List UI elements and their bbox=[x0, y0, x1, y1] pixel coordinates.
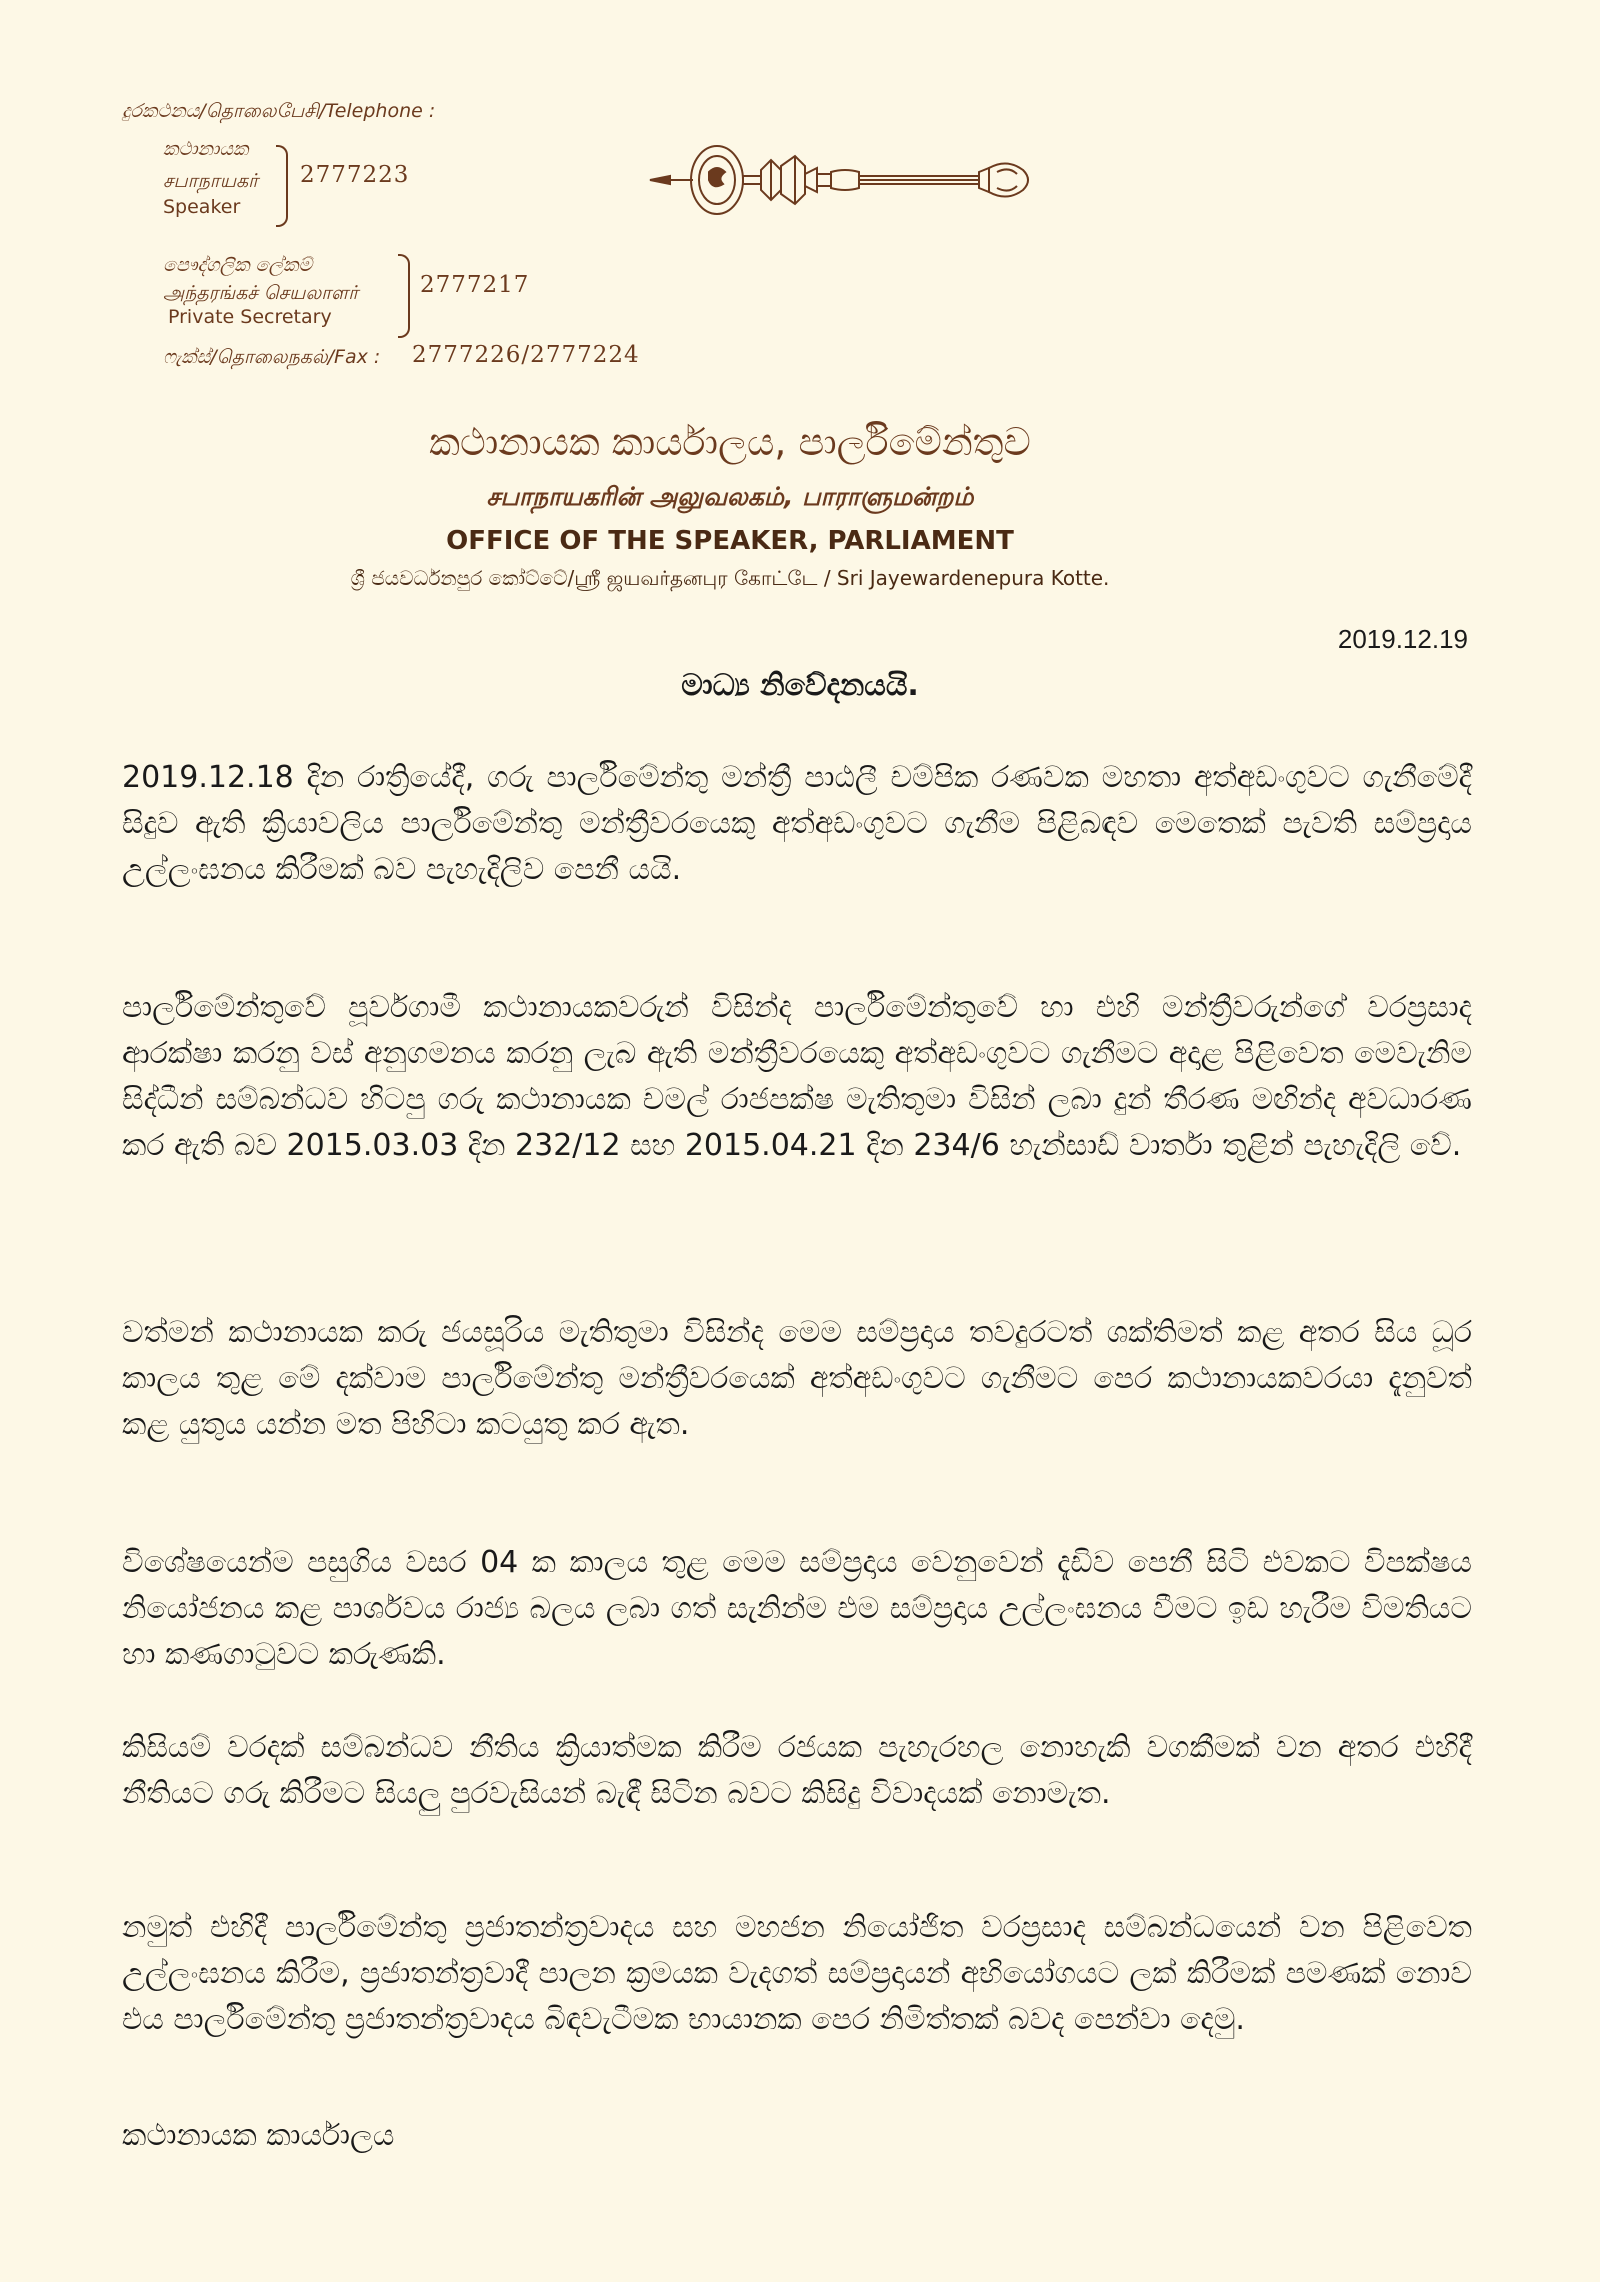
speaker-label-ta: சபாநாயகர் bbox=[163, 170, 259, 192]
private-secretary-label-si: පෞද්ගලික ලේකම් bbox=[163, 254, 313, 276]
office-title-english: OFFICE OF THE SPEAKER, PARLIAMENT bbox=[446, 526, 1014, 556]
signature: කථානායක කාර්යාලය bbox=[122, 2118, 395, 2153]
fax-label: ෆැක්ස්/தொலைநகல்/Fax : bbox=[163, 346, 381, 368]
paragraph-5: කිසියම් වරදක් සම්බන්ධව නීතිය ක්‍රියාත්මක කිරීම රජයක පැහැරහල නොහැකි වගකීමක් වන අතර එහිදී නීතියට ගරු කිරීමට සියලු පුරවැසියන් බැඳී සිටින බවට කිසිදු විවාදයක් නොමැත. bbox=[122, 1730, 1472, 1811]
fax-number: 2777226/2777224 bbox=[412, 342, 640, 368]
private-secretary-number: 2777217 bbox=[420, 272, 530, 298]
speaker-label-si: කථානායක bbox=[163, 138, 249, 160]
parliament-mace-icon bbox=[645, 130, 1045, 230]
speaker-brace bbox=[276, 145, 288, 227]
speaker-number: 2777223 bbox=[300, 162, 410, 188]
office-title-tamil: சபாநாயகரின் அலுவலகம், பாராளுமன்றம் bbox=[486, 482, 974, 511]
paragraph-4: විශේෂයෙන්ම පසුගිය වසර 04 ක කාලය තුළ මෙම සම්ප්‍රදාය වෙනුවෙන් දැඩිව පෙනී සිටි එවකට විපක්ෂය නියෝජනය කළ පාර්ශවය රාජ්‍ය බලය ලබා ගත් සැනින්ම එම සම්ප්‍රදාය උල්ලංඝනය වීමට ඉඩ හැරීම විමතියට හා කණගාටුවට කරුණකි. bbox=[122, 1545, 1472, 1672]
office-title-sinhala: කථානායක කාර්යාලය, පාර්ලිමේන්තුව bbox=[429, 420, 1031, 464]
paragraph-3: වත්මන් කථානායක කරු ජයසූරිය මැතිතුමා විසින්ද මෙම සම්ප්‍රදාය තවදුරටත් ශක්තිමත් කළ අතර සිය ධූර කාලය තුළ මේ දක්වාම පාර්ලිමේන්තු මන්ත්‍රීවරයෙක් අත්අඩංගුවට ගැනීමට පෙර කථානායකවරයා දැනුවත් කළ යුතුය යන්න මත පිහිටා කටයුතු කර ඇත. bbox=[122, 1315, 1472, 1442]
document-title: මාධ්‍ය නිවේදනයයි. bbox=[681, 668, 919, 703]
paragraph-1: 2019.12.18 දින රාත්‍රියේදී, ගරු පාර්ලිමේන්තු මන්ත්‍රී පාඨලී චම්පික රණවක මහතා අත්අඩංගුවට ගැනීමේදී සිදුව ඇති ක්‍රියාවලිය පාර්ලිමේන්තු මන්ත්‍රීවරයෙකු අත්අඩංගුවට ගැනීම පිළිබඳව මෙතෙක් පැවති සම්ප්‍රදාය උල්ලංඝනය කිරීමක් බව පැහැදිලිව පෙනී යයි. bbox=[122, 760, 1472, 887]
paragraph-2: පාර්ලිමේන්තුවේ පූර්වගාමී කථානායකවරුන් විසින්ද පාර්ලිමේන්තුවේ හා එහි මන්ත්‍රීවරුන්ගේ වරප්‍රසාද ආරක්ෂා කරනු වස් අනුගමනය කරනු ලැබ ඇති මන්ත්‍රීවරයෙකු අත්අඩංගුවට ගැනීමට අදාළ පිළිවෙත මෙවැනිම සිද්ධීන් සම්බන්ධව හිටපු ගරු කථානායක චමල් රාජපක්ෂ මැතිතුමා විසින් ලබා දුන් තීරණ මඟින්ද අවධාරණ කර ඇති බව 2015.03.03 දින 232/12 සහ 2015.04.21 දින 234/6 හැන්සාඩ් වාර්තා තුළින් පැහැදිලි වේ. bbox=[122, 990, 1472, 1163]
document-date: 2019.12.19 bbox=[1337, 624, 1468, 654]
speaker-label-en: Speaker bbox=[163, 196, 241, 218]
private-secretary-label-en: Private Secretary bbox=[168, 306, 332, 328]
paragraph-6: නමුත් එහිදී පාර්ලිමේන්තු ප්‍රජාතන්ත්‍රවාදය සහ මහජන නියෝජිත වරප්‍රසාද සම්බන්ධයෙන් වන පිළිවෙත උල්ලංඝනය කිරීම, ප්‍රජාතන්ත්‍රවාදී පාලන ක්‍රමයක වැදගත් සම්ප්‍රදායන් අභියෝගයට ලක් කිරීමක් පමණක් නොව එය පාර්ලිමේන්තු ප්‍රජාතන්ත්‍රවාදය බිඳවැටීමක භායානක පෙර නිමිත්තක් බවද පෙන්වා දෙමු. bbox=[122, 1910, 1472, 2037]
private-secretary-label-ta: அந்தரங்கச் செயலாளர் bbox=[163, 282, 359, 304]
office-address: ශ්‍රී ජයවර්ධනපුර කෝට්ටේ/ஸ்ரீ ஜயவர்தனபுர கோட்டே / Sri Jayewardenepura Kotte. bbox=[350, 566, 1110, 590]
private-secretary-brace bbox=[398, 254, 410, 338]
telephone-label: දුරකථනය/தொலைபேசி/Telephone : bbox=[122, 100, 436, 122]
